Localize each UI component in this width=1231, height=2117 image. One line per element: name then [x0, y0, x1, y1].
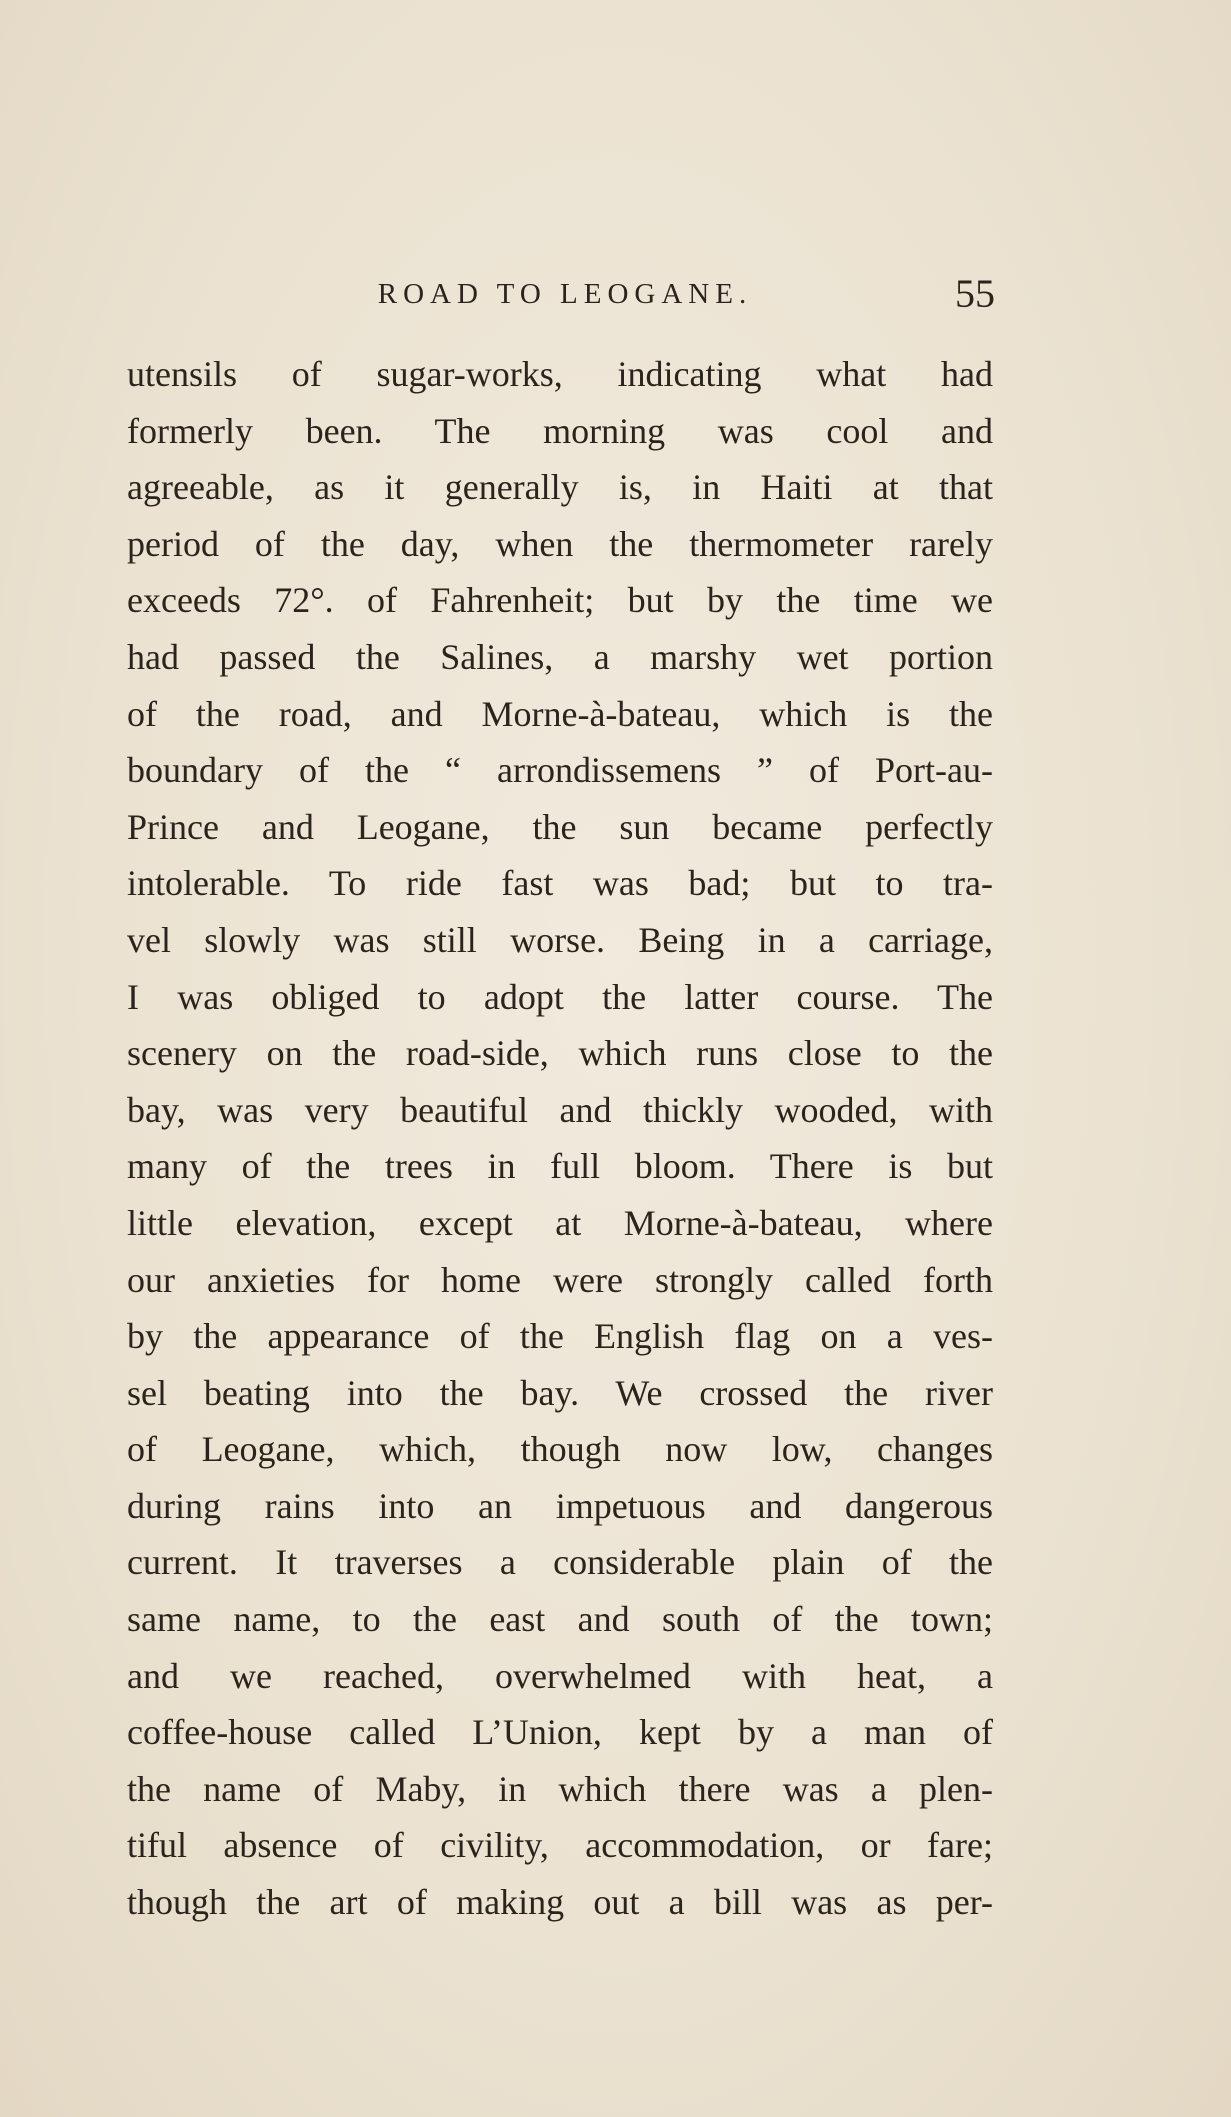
text-line: intolerable. To ride fast was bad; but to tra-	[127, 863, 993, 904]
text-line: tiful absence of civility, accommodation, or fare;	[127, 1825, 993, 1866]
text-line: I was obliged to adopt the latter course. The	[127, 976, 993, 1017]
text-line: utensils of sugar-works, indicating what had	[127, 354, 993, 394]
text-line: many of the trees in full bloom. There is but	[127, 1146, 993, 1187]
text-line: coffee-house called L’Union, kept by a man of	[127, 1712, 993, 1753]
text-line: sel beating into the bay. We crossed the river	[127, 1372, 993, 1413]
text-line: during rains into an impetuous and dangerous	[127, 1485, 993, 1526]
text-line: vel slowly was still worse. Being in a carriage,	[127, 919, 993, 960]
text-line: agreeable, as it generally is, in Haiti at that	[127, 467, 993, 508]
text-line: of Leogane, which, though now low, changes	[127, 1429, 993, 1470]
text-line: period of the day, when the thermometer rarely	[127, 523, 993, 564]
text-line: by the appearance of the English flag on a ves-	[127, 1316, 993, 1357]
text-line: current. It traverses a considerable plain of the	[127, 1542, 993, 1583]
text-line: though the art of making out a bill was as per-	[127, 1882, 993, 1923]
text-line: exceeds 72°. of Fahrenheit; but by the time we	[127, 580, 993, 621]
text-line: and we reached, overwhelmed with heat, a	[127, 1655, 993, 1696]
text-line: of the road, and Morne-à-bateau, which is the	[127, 693, 993, 734]
text-line: Prince and Leogane, the sun became perfectly	[127, 806, 993, 847]
text-line: the name of Maby, in which there was a plen-	[127, 1768, 993, 1809]
text-line: our anxieties for home were strongly called forth	[127, 1259, 993, 1300]
running-head	[135, 270, 995, 320]
page-number: 55	[955, 271, 995, 316]
running-title: ROAD TO LEOGANE.	[377, 278, 753, 310]
text-line: boundary of the “ arrondissemens ” of Port-au-	[127, 750, 993, 791]
body-text	[127, 346, 993, 1931]
text-line: bay, was very beautiful and thickly wooded, with	[127, 1089, 993, 1130]
text-line: had passed the Salines, a marshy wet portion	[127, 636, 993, 677]
text-line: same name, to the east and south of the town;	[127, 1599, 993, 1640]
text-line: formerly been. The morning was cool and	[127, 410, 993, 451]
text-line: scenery on the road-side, which runs close to the	[127, 1033, 993, 1074]
text-line: little elevation, except at Morne-à-bateau, where	[127, 1202, 993, 1243]
